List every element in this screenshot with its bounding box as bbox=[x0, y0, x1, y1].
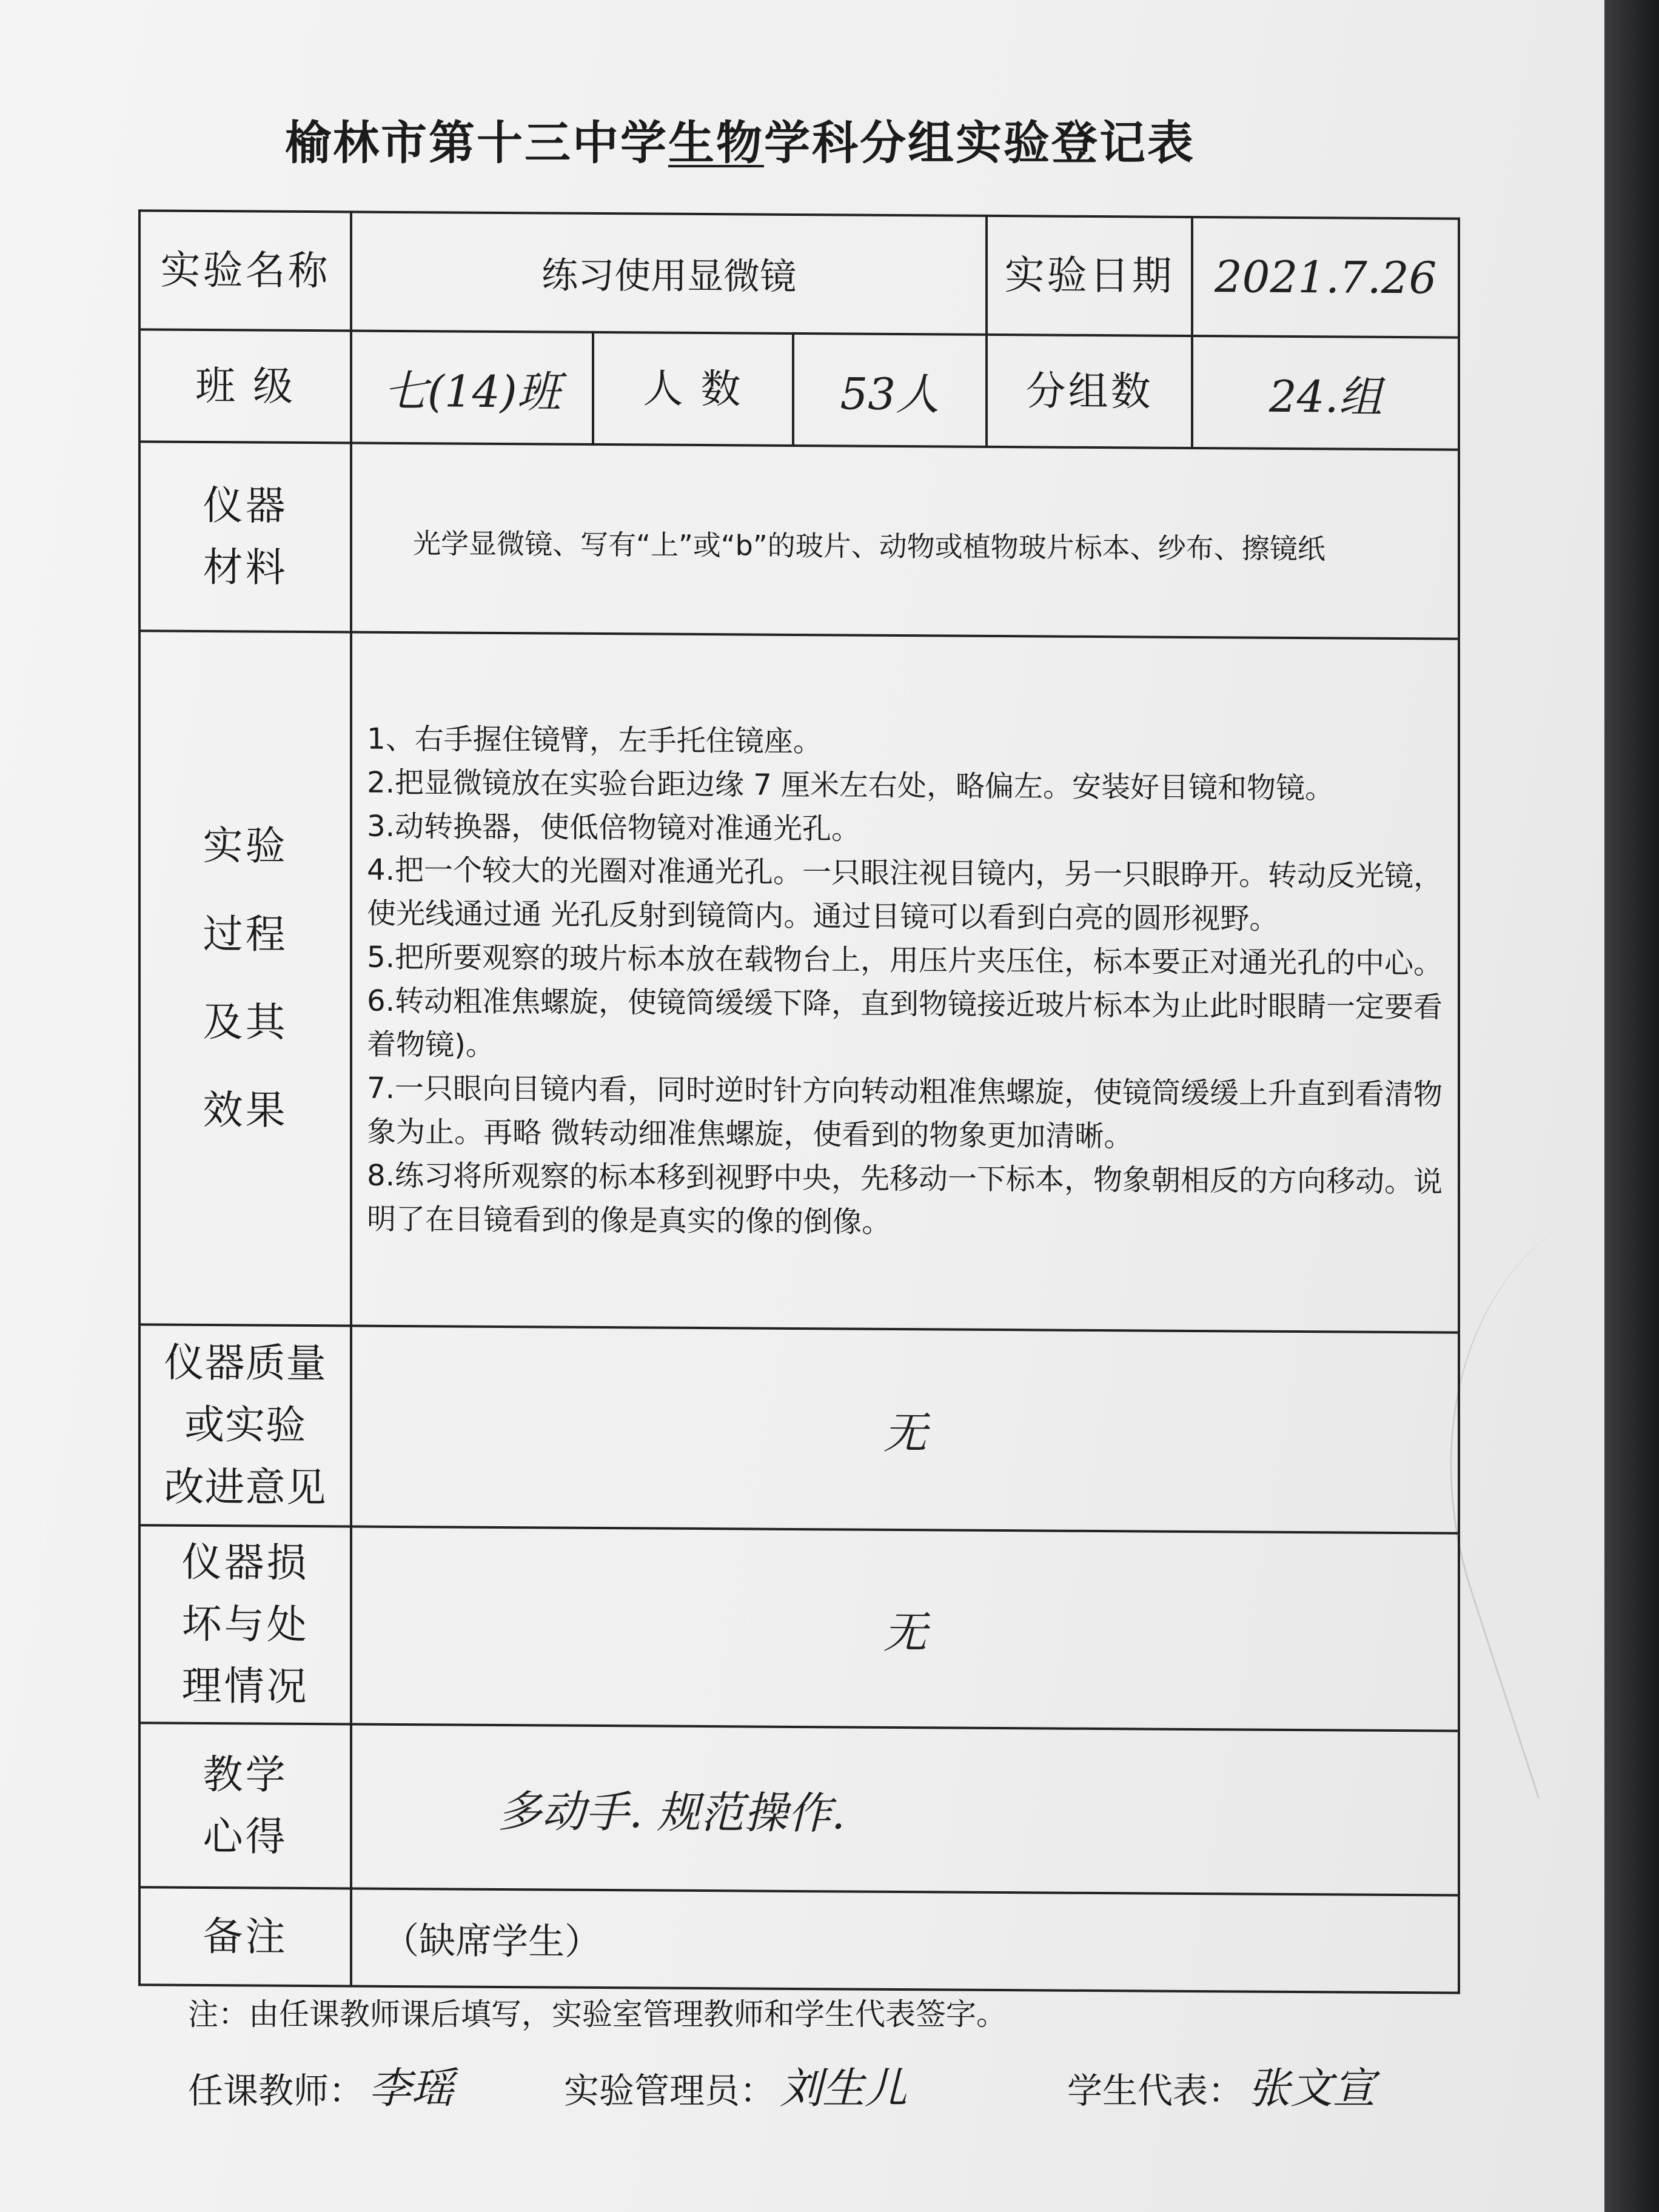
value-quality: 无 bbox=[351, 1326, 1459, 1533]
lab-admin-label: 实验管理员： bbox=[564, 2070, 776, 2111]
label-process-line4: 效果 bbox=[203, 1086, 288, 1134]
label-quality-line1: 仪器质量 bbox=[164, 1339, 327, 1387]
label-materials-line1: 仪器 bbox=[203, 481, 288, 529]
row-remarks bbox=[139, 1888, 1459, 1993]
materials-text: 光学显微镜、写有“上”或“b”的玻片、动物或植物玻片标本、纱布、擦镜纸 bbox=[413, 527, 1326, 566]
step-4: 4.把一个较大的光圈对准通光孔。一只眼注视目镜内，另一只眼睁开。转动反光镜，使光线通过通 光孔反射到镜筒内。通过目镜可以看到白亮的圆形视野。 bbox=[367, 853, 1443, 936]
student-rep-signature: 张文宣 bbox=[1248, 2063, 1376, 2113]
student-rep-signature-block bbox=[1067, 2054, 1461, 2116]
label-process-line3: 及其 bbox=[203, 998, 288, 1046]
row-experiment bbox=[139, 210, 1459, 337]
step-7: 7.一只眼向目镜内看，同时逆时针方向转动粗准焦螺旋，使镜筒缓缓上升直到看清物象为止。再略 微转动细准焦螺旋，使看到的物象更加清晰。 bbox=[367, 1071, 1443, 1154]
process-steps bbox=[351, 632, 1459, 1332]
title-subject: 生物 bbox=[668, 116, 764, 170]
label-process-line1: 实验 bbox=[203, 822, 288, 870]
row-reflection bbox=[139, 1723, 1459, 1895]
value-class: 七(14)班 bbox=[351, 330, 593, 444]
step-3: 3.动转换器，使低倍物镜对准通光孔。 bbox=[367, 809, 860, 846]
form-title bbox=[285, 106, 1195, 172]
title-suffix: 学科分组实验登记表 bbox=[764, 116, 1195, 170]
label-materials bbox=[139, 442, 351, 632]
teacher-label: 任课教师： bbox=[188, 2070, 364, 2111]
label-experiment-date: 实验日期 bbox=[987, 216, 1192, 336]
value-people: 53人 bbox=[793, 333, 987, 447]
step-2: 2.把显微镜放在实验台距边缘 7 厘米左右处，略偏左。安装好目镜和物镜。 bbox=[367, 765, 1335, 806]
title-prefix: 榆林市第十三中学 bbox=[285, 116, 668, 170]
label-quality-line2: 或实验 bbox=[184, 1401, 307, 1449]
row-process bbox=[139, 631, 1459, 1333]
signature-row bbox=[188, 2054, 1461, 2116]
value-damage: 无 bbox=[351, 1527, 1459, 1731]
row-quality bbox=[139, 1324, 1459, 1533]
label-quality bbox=[139, 1324, 351, 1526]
label-reflection-line1: 教学 bbox=[203, 1751, 288, 1798]
student-rep-label: 学生代表： bbox=[1067, 2070, 1244, 2111]
label-remarks: 备注 bbox=[139, 1888, 351, 1986]
step-1: 1、右手握住镜臂，左手托住镜座。 bbox=[367, 722, 822, 759]
label-people: 人 数 bbox=[593, 332, 793, 446]
value-experiment-date: 2021.7.26 bbox=[1192, 217, 1459, 337]
label-materials-line2: 材料 bbox=[203, 543, 288, 591]
value-experiment-name: 练习使用显微镜 bbox=[351, 212, 987, 334]
label-experiment-name: 实验名称 bbox=[139, 210, 351, 330]
step-8: 8.练习将所观察的标本移到视野中央，先移动一下标本，物象朝相反的方向移动。说明了在目镜看到的像是真实的像的倒像。 bbox=[367, 1158, 1443, 1239]
value-remarks: （缺席学生） bbox=[351, 1889, 1459, 1993]
teacher-signature-block bbox=[188, 2054, 564, 2116]
form-table bbox=[138, 209, 1460, 1994]
label-damage-line3: 理情况 bbox=[181, 1663, 309, 1711]
value-groups: 24.组 bbox=[1192, 336, 1459, 450]
row-damage bbox=[139, 1525, 1459, 1731]
value-reflection: 多动手. 规范操作. bbox=[351, 1724, 1459, 1895]
step-6: 6.转动粗准焦螺旋，使镜筒缓缓下降，直到物镜接近玻片标本为止此时眼睛一定要看着物镜)。 bbox=[367, 984, 1443, 1062]
label-damage-line2: 坏与处 bbox=[181, 1600, 309, 1649]
row-materials bbox=[139, 442, 1459, 638]
teacher-signature: 李瑶 bbox=[369, 2063, 454, 2113]
label-damage-line1: 仪器损 bbox=[181, 1538, 309, 1586]
footnote: 注：由任课教师课后填写，实验室管理教师和学生代表签字。 bbox=[188, 1997, 1007, 2032]
lab-admin-signature: 刘生儿 bbox=[780, 2063, 908, 2113]
label-reflection-line2: 心得 bbox=[203, 1812, 288, 1860]
label-class: 班 级 bbox=[139, 329, 351, 443]
row-class bbox=[139, 329, 1459, 450]
label-reflection bbox=[139, 1723, 351, 1889]
label-groups: 分组数 bbox=[987, 335, 1192, 449]
step-5: 5.把所要观察的玻片标本放在载物台上，用压片夹压住，标本要正对通光孔的中心。 bbox=[367, 940, 1443, 981]
value-materials bbox=[351, 443, 1459, 638]
label-quality-line3: 改进意见 bbox=[164, 1463, 327, 1511]
label-damage bbox=[139, 1525, 351, 1724]
label-process-line2: 过程 bbox=[203, 910, 288, 958]
label-process bbox=[139, 631, 351, 1326]
lab-admin-signature-block bbox=[564, 2054, 1067, 2116]
